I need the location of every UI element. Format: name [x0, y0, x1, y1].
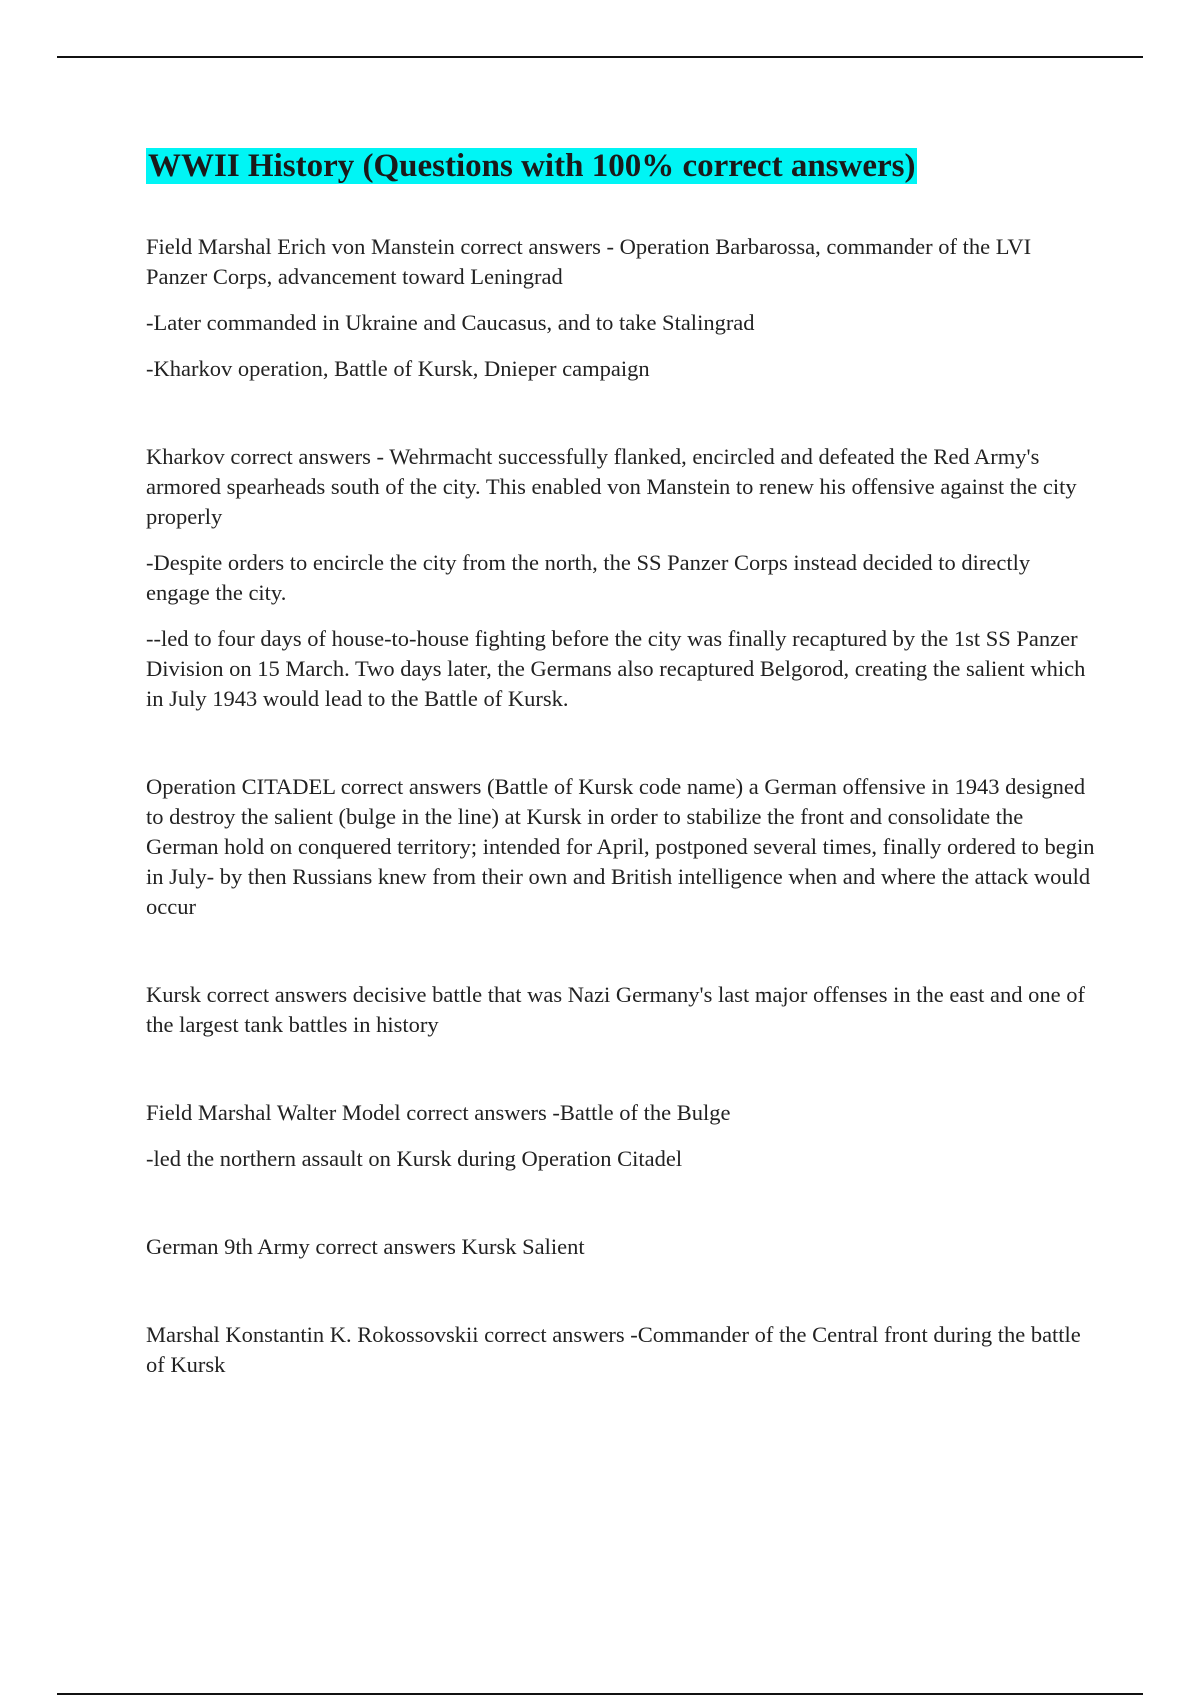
- entry-operation-citadel: [146, 772, 1096, 922]
- entry-kharkov: [146, 442, 1096, 714]
- entry-walter-model: [146, 1098, 1096, 1174]
- entry-manstein: [146, 232, 1096, 384]
- footer-rule: [57, 1693, 1143, 1695]
- entry-line: Field Marshal Walter Model correct answers -Battle of the Bulge: [146, 1100, 731, 1125]
- header-rule: [57, 56, 1143, 58]
- entry-kursk: [146, 980, 1096, 1040]
- entry-line: --led to four days of house-to-house fighting before the city was finally recaptured by the 1st SS Panzer Division on 15 March. Two days later, the Germans also recaptured Belgorod, creating the salient which in July 1943 would lead to the Battle of Kursk.: [146, 626, 1086, 711]
- entry-line: German 9th Army correct answers Kursk Salient: [146, 1234, 585, 1259]
- entry-line: Kursk correct answers decisive battle that was Nazi Germany's last major offenses in the east and one of the largest tank battles in history: [146, 982, 1085, 1037]
- entry-line: -Later commanded in Ukraine and Caucasus, and to take Stalingrad: [146, 310, 755, 335]
- entry-german-9th-army: [146, 1232, 1096, 1262]
- entry-line: Operation CITADEL correct answers (Battle of Kursk code name) a German offensive in 1943 designed to destroy the salient (bulge in the line) at Kursk in order to stabilize the front and consolidate the German hold on conquered territory; intended for April, postponed several times, finally ordered to begin in July- by then Russians knew from their own and British intelligence when and where the attack would occur: [146, 774, 1095, 919]
- entry-line: Kharkov correct answers - Wehrmacht successfully flanked, encircled and defeated the Red Army's armored spearheads south of the city. This enabled von Manstein to renew his offensive against the city properly: [146, 444, 1077, 529]
- entry-line: -Despite orders to encircle the city from the north, the SS Panzer Corps instead decided to directly engage the city.: [146, 550, 1031, 605]
- entry-line: -Kharkov operation, Battle of Kursk, Dnieper campaign: [146, 356, 650, 381]
- document-body: [146, 146, 1096, 1438]
- entry-line: Marshal Konstantin K. Rokossovskii correct answers -Commander of the Central front during the battle of Kursk: [146, 1322, 1081, 1377]
- entry-rokossovskii: [146, 1320, 1096, 1380]
- entry-line: -led the northern assault on Kursk during Operation Citadel: [146, 1146, 683, 1171]
- entry-line: Field Marshal Erich von Manstein correct answers - Operation Barbarossa, commander of the LVI Panzer Corps, advancement toward Leningrad: [146, 234, 1032, 289]
- title-block: [146, 146, 1096, 186]
- document-title: WWII History (Questions with 100% correct answers): [148, 148, 916, 184]
